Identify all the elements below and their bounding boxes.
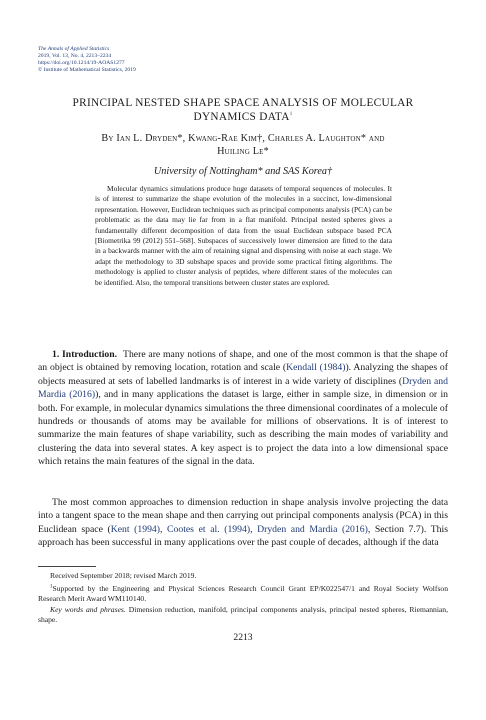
footnote-divider [38,566,96,567]
section-heading: 1. Introduction. [52,349,118,360]
citation-link[interactable]: Dryden and Mardia (2016) [257,523,368,535]
citation-link[interactable]: Cootes et al. (1994) [167,523,251,535]
citation-link[interactable]: Kendall (1984) [286,362,346,374]
intro-text-2a: The most common approaches to dimension reduction in shape analysis involve projecting the data into a tangent space to the mean shape and then carrying out principal components analysis (PCA) in this Euclidean space ( [38,497,448,535]
title-line-2 [40,110,446,124]
authors-line-1: By Ian L. Dryden*, Kwang-Rae Kim†, Charles A. Laughton* and [101,133,385,144]
page-number: 2213 [233,632,253,643]
intro-text-1c: ), and in many applications the dataset is large, either in sample size, in dimension or in both. For example, in molecular dynamics simulations the three dimensional coordinates of a molecule of hundreds or thousands of atoms may be available for millions of observations. It is of interest to summarize the main features of shape variability, such as describing the main modes of variability and clustering the data into several states. A key aspect is to project the data into a low dimensional space which retains the main features of the signal in the data. [38,389,448,468]
citation-link[interactable]: Dryden and Mardia (2016) [38,375,448,401]
intro-text-1a: There are many notions of shape, and one of the most common is that the shape of an object is obtained by removing location, rotation and scale ( [38,349,448,374]
abstract: Molecular dynamics simulations produce huge datasets of temporal sequences of molecules. It is of interest to summarize the shape evolution of the molecules in a succinct, low-dimensional representation. However, Euclidean techniques such as principal components analysis (PCA) can be problematic as the data may lie far from in a flat manifold. Principal nested spheres gives a fundamentally different decomposition of data from the usual Euclidean subspace based PCA [Biometrika 99 (2012) 551–568]. Subspaces of successively lower dimension are fitted to the data in a backwards manner with the aim of retaining signal and dispensing with noise at each stage. We adapt the methodology to 3D subshape spaces and provide some practical fitting algorithms. The methodology is applied to cluster analysis of peptides, where different states of the molecules can be identified. Also, the temporal transitions between cluster states are explored. [95,184,392,287]
keywords-label: Key words and phrases. [50,605,126,614]
introduction-paragraph-1 [38,348,448,469]
authors [40,132,446,158]
support-marker: 1 [50,584,53,590]
title-footnote-marker[interactable]: 1 [289,112,293,118]
title-line-1: PRINCIPAL NESTED SHAPE SPACE ANALYSIS OF MOLECULAR [72,97,414,109]
authors-line-2: Huiling Le* [217,146,269,157]
footnote-support [38,584,448,604]
paper-title [40,96,446,124]
affiliation: University of Nottingham* and SAS Korea† [153,166,333,177]
journal-name: The Annals of Applied Statistics [38,46,110,52]
title-line-2-text: DYNAMICS DATA [193,111,290,123]
journal-volume: 2019, Vol. 13, No. 4, 2213–2234 [38,53,112,59]
intro-text-1b: ). Analyzing the shapes of objects measured at sets of labelled landmarks is of interest in a wide variety of disciplines ( [38,362,448,387]
introduction-paragraph-2 [38,496,448,550]
citation-link[interactable]: Kent (1994) [110,523,160,535]
keywords-text: Dimension reduction, manifold, principal components analysis, principal nested spheres, Riemannian, shape. [38,605,448,625]
intro-text-2b: , Section 7.7). This approach has been successful in many applications over the past couple of decades, although if the data [38,523,448,549]
journal-header [38,46,136,74]
journal-doi-link[interactable]: https://doi.org/10.1214/19-AOAS1277 [38,60,125,66]
footnote-keywords [38,605,448,625]
citation-separator: , [250,523,258,535]
support-text: Supported by the Engineering and Physical Sciences Research Council Grant EP/K022547/1 and Royal Society Wolfson Research Merit Award WM110140. [38,584,448,604]
journal-copyright: © Institute of Mathematical Statistics, 2019 [38,67,136,73]
footnote-received: Received September 2018; revised March 2019. [50,571,197,580]
citation-separator: , [160,523,168,535]
